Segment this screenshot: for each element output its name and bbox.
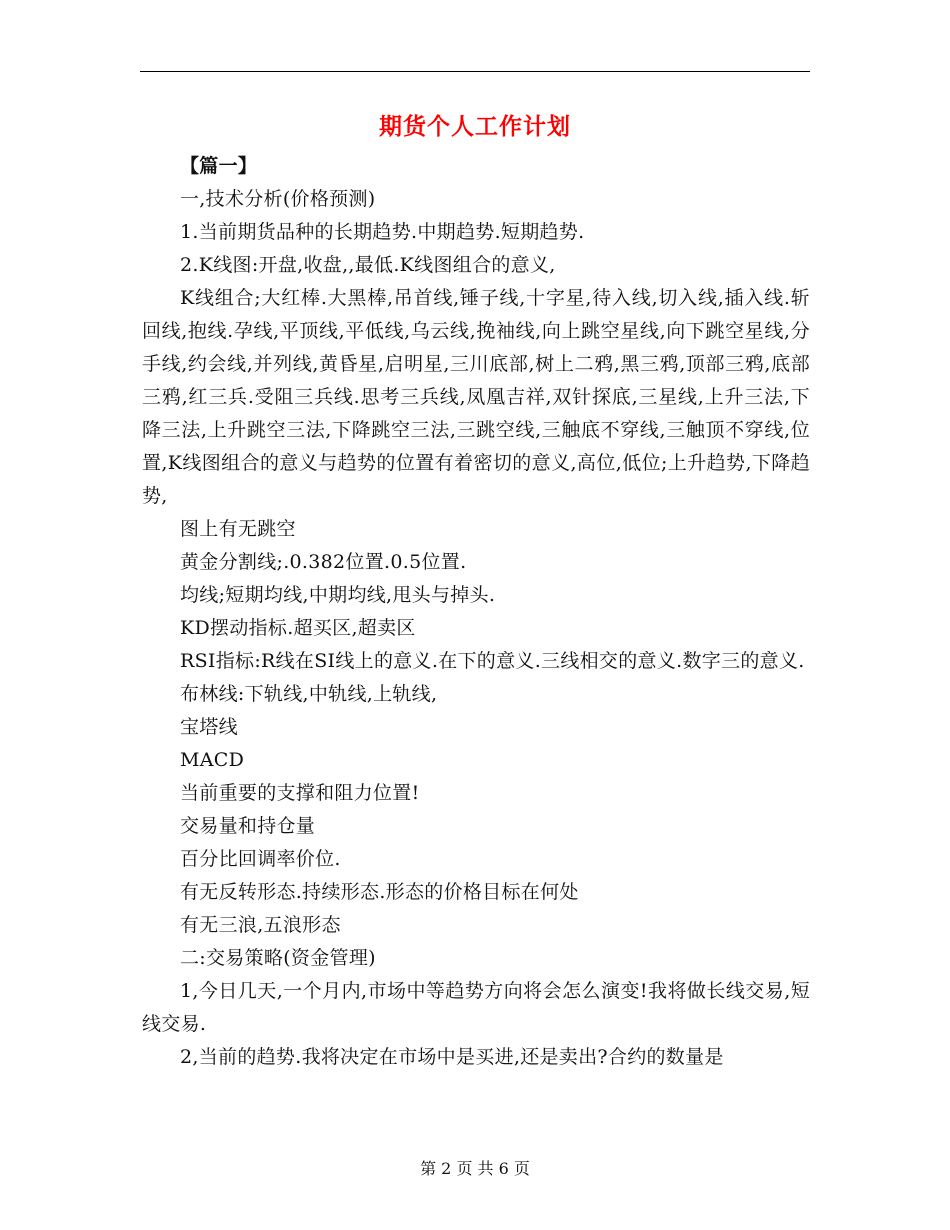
paragraph: MACD bbox=[180, 749, 245, 771]
paragraph: K线组合;大红棒.大黑棒,吊首线,锤子线,十字星,待入线,切入线,插入线.斩回线,抱线.孕线,平顶线,平低线,乌云线,挽袖线,向上跳空星线,向下跳空星线,分手线,约会线,并列线,黄昏星,启明星,三川底部,树上二鸦,黑三鸦,顶部三鸦,底部三鸦,红三兵.受阻三兵线.思考三兵线,凤凰吉祥,双针探底,三星线,上升三法,下降三法,上升跳空三法,下降跳空三法,三跳空线,三触底不穿线,三触顶不穿线,位置,K线图组合的意义与趋势的位置有着密切的意义,高位,低位;上升趋势,下降趋势, bbox=[142, 287, 810, 507]
page-number: 第 2 页 共 6 页 bbox=[420, 1159, 530, 1178]
paragraph: 当前重要的支撑和阻力位置! bbox=[180, 782, 420, 804]
paragraph: 均线;短期均线,中期均线,甩头与掉头. bbox=[180, 584, 496, 606]
paragraph: 2.K线图:开盘,收盘,,最低.K线图组合的意义, bbox=[180, 254, 556, 276]
paragraph: 交易量和持仓量 bbox=[180, 815, 316, 837]
paragraph: KD摆动指标.超买区,超卖区 bbox=[180, 617, 416, 639]
paragraph: 宝塔线 bbox=[180, 716, 238, 738]
document-body bbox=[142, 150, 810, 1074]
header-rule bbox=[140, 71, 810, 72]
paragraph: 图上有无跳空 bbox=[180, 518, 296, 540]
paragraph: 二:交易策略(资金管理) bbox=[180, 947, 376, 969]
paragraph: 百分比回调率价位. bbox=[180, 848, 341, 870]
paragraph: 有无反转形态.持续形态.形态的价格目标在何处 bbox=[180, 881, 579, 903]
paragraph: 黄金分割线;.0.382位置.0.5位置. bbox=[180, 551, 467, 573]
paragraph: 有无三浪,五浪形态 bbox=[180, 914, 341, 936]
section-heading: 【篇一】 bbox=[180, 155, 258, 177]
paragraph: 一,技术分析(价格预测) bbox=[180, 188, 376, 210]
paragraph: 2,当前的趋势.我将决定在市场中是买进,还是卖出?合约的数量是 bbox=[180, 1046, 724, 1068]
paragraph: RSI指标:R线在SI线上的意义.在下的意义.三线相交的意义.数字三的意义. bbox=[180, 650, 805, 672]
paragraph: 1.当前期货品种的长期趋势.中期趋势.短期趋势. bbox=[180, 221, 585, 243]
paragraph: 布林线:下轨线,中轨线,上轨线, bbox=[180, 683, 438, 705]
document-title: 期货个人工作计划 bbox=[379, 113, 571, 140]
paragraph: 1,今日几天,一个月内,市场中等趋势方向将会怎么演变!我将做长线交易,短线交易. bbox=[142, 980, 810, 1035]
